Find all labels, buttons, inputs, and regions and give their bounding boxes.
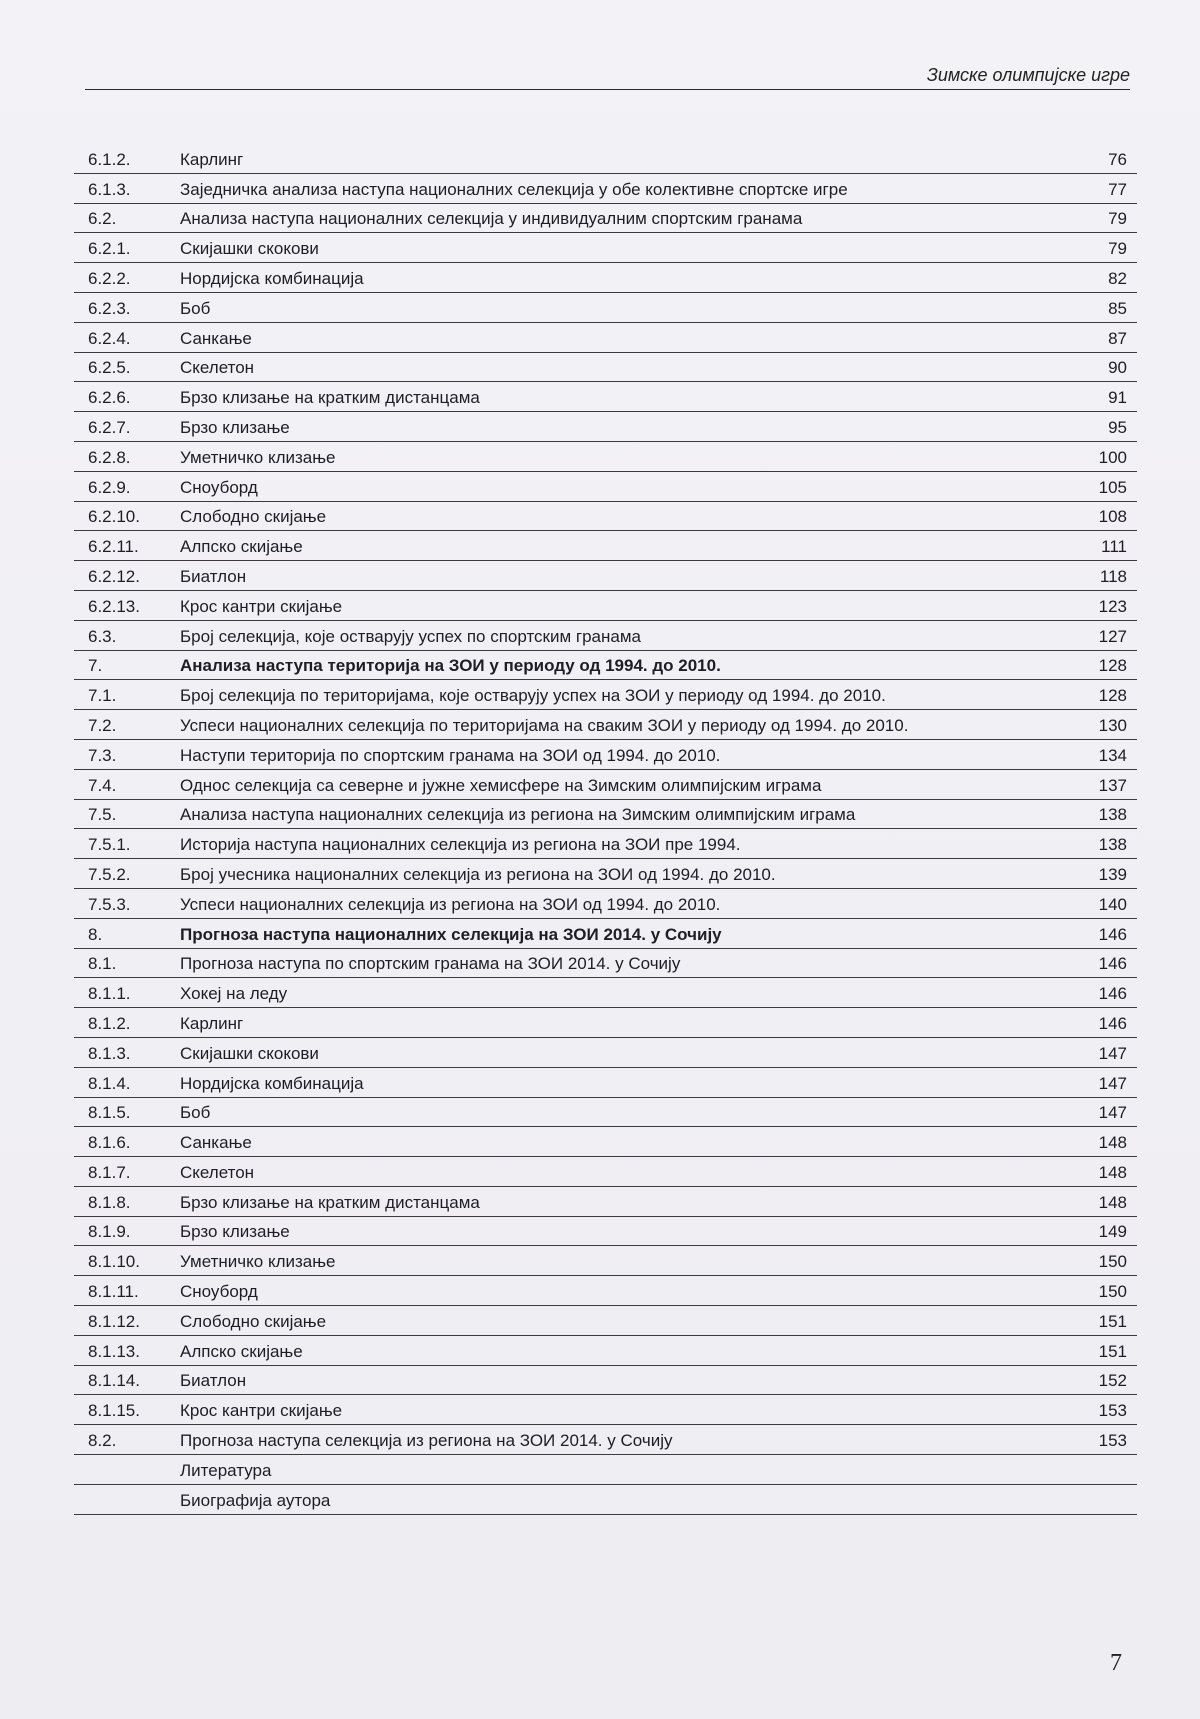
toc-entry [74,412,1137,442]
toc-entry-page: 134 [1098,745,1127,765]
toc-entry [74,353,1137,383]
toc-entry-page: 140 [1098,894,1127,914]
toc-entry-number: 8.1.12. [88,1311,140,1331]
toc-entry [74,263,1137,293]
toc-entry-page: 147 [1098,1043,1127,1063]
toc-entry-title: Алпско скијање [180,1341,303,1361]
toc-entry-title: Санкање [180,1133,252,1153]
toc-entry-title: Наступи територија по спортским гранама на ЗОИ од 1994. до 2010. [180,745,721,765]
toc-entry-number: 7.5.2. [88,864,131,884]
toc-entry-page: 152 [1098,1371,1127,1391]
toc-entry-page: 77 [1108,179,1127,199]
toc-entry [74,293,1137,323]
toc-entry-page: 149 [1098,1222,1127,1242]
toc-entry-page: 76 [1108,149,1127,169]
toc-entry-number: 6.1.2. [88,149,131,169]
toc-entry-page: 118 [1099,566,1127,586]
toc-entry-number: 6.2.13. [88,596,140,616]
toc-entry-page: 128 [1098,686,1127,706]
toc-entry-number: 6.2.12. [88,566,140,586]
toc-entry [74,531,1137,561]
toc-entry-number: 6.2.11. [88,537,139,557]
toc-entry-page: 139 [1098,864,1127,884]
toc-entry-title: Анализа наступа националних селекција из региона на Зимским олимпијским играма [180,805,856,825]
toc-entry [74,800,1137,830]
toc-entry-title: Анализа наступа националних селекција у индивидуалним спортским гранама [180,209,803,229]
toc-entry-number [74,1481,180,1484]
toc-entry-page: 127 [1098,626,1127,646]
toc-entry-number: 8.1.7. [88,1162,131,1182]
toc-entry-number: 8.1.4. [88,1073,131,1093]
toc-entry [74,323,1137,353]
running-header-title: Зимске олимпијске игре [926,65,1130,85]
toc-entry-number: 6.2.8. [88,447,131,467]
toc-entry-page: 146 [1098,924,1127,944]
toc-entry [74,740,1137,770]
toc-entry-number: 6.2.9. [88,477,131,497]
toc-entry-title: Анализа наступа територија на ЗОИ у периоду од 1994. до 2010. [180,656,721,676]
toc-entry-title: Прогноза наступа националних селекција на ЗОИ 2014. у Сочију [180,924,722,944]
toc-entry [74,1306,1137,1336]
toc-entry [74,889,1137,919]
toc-entry [74,1217,1137,1247]
toc-entry-number: 8.2. [88,1431,117,1451]
toc-entry-number: 8.1.2. [88,1013,131,1033]
toc-entry-number: 8.1.11. [88,1282,139,1302]
toc-entry-number: 8.1.10. [88,1252,140,1272]
toc-entry-title: Број селекција по територијама, које остварују успех на ЗОИ у периоду од 1994. до 2010. [180,686,886,706]
toc-entry [74,1455,1137,1485]
toc-entry-number: 7.5.1. [88,835,131,855]
toc-entry-page: 148 [1098,1162,1127,1182]
toc-entry-title: Скелетон [180,358,255,378]
toc-entry-page: 148 [1098,1192,1127,1212]
toc-entry-page: 150 [1098,1282,1127,1302]
toc-entry-number: 7.5. [88,805,117,825]
toc-entry-page: 130 [1098,715,1127,735]
toc-entry-title: Број селекција, које остварују успех по спортским гранама [180,626,641,646]
toc-entry-page: 100 [1098,447,1127,467]
running-header [85,55,1130,90]
toc-entry-page: 79 [1108,239,1127,259]
toc-entry-number: 6.1.3. [88,179,131,199]
toc-entry-title: Успеси националних селекција по територијама на сваким ЗОИ у периоду од 1994. до 2010. [180,715,909,735]
toc-entry-page: 146 [1098,1013,1127,1033]
toc-entry-title: Крос кантри скијање [180,596,343,616]
toc-entry-number: 6.3. [88,626,117,646]
toc-entry-number: 7.5.3. [88,894,131,914]
toc-entry-page: 147 [1098,1073,1127,1093]
toc-entry [74,1336,1137,1366]
toc-entry-number: 6.2.6. [88,388,131,408]
toc-entry-number [74,1511,180,1514]
toc-entry [74,1008,1137,1038]
toc-entry-title: Боб [180,298,211,318]
toc-entry-title: Слободно скијање [180,507,327,527]
toc-entry [74,1068,1137,1098]
toc-entry [74,204,1137,234]
toc-entry-page: 79 [1108,209,1127,229]
toc-entry-page: 146 [1098,954,1127,974]
toc-entry-number: 6.2.2. [88,268,131,288]
toc-entry-title: Биатлон [180,1371,247,1391]
toc-entry-page: 150 [1098,1252,1127,1272]
toc-entry-page: 153 [1098,1401,1127,1421]
toc-entry [74,1395,1137,1425]
toc-entry-page: 87 [1108,328,1127,348]
toc-entry-title: Брзо клизање [180,1222,290,1242]
toc-entry-number: 8.1.3. [88,1043,131,1063]
toc-entry-title: Скијашки скокови [180,1043,319,1063]
toc-entry-page: 151 [1098,1341,1127,1361]
toc-entry-title: Нордијска комбинација [180,268,364,288]
toc-entry-title: Брзо клизање на кратким дистанцама [180,1192,480,1212]
toc-entry-number: 8.1.13. [88,1341,140,1361]
toc-entry-number: 7.2. [88,715,117,735]
toc-entry-title: Сноуборд [180,477,258,497]
toc-entry-page: 137 [1098,775,1127,795]
toc-entry-title: Алпско скијање [180,537,303,557]
toc-entry-number: 8.1.9. [88,1222,131,1242]
toc-entry-title: Уметничко клизање [180,1252,336,1272]
toc-entry-page: 148 [1098,1133,1127,1153]
toc-entry-page: 111 [1101,537,1127,557]
toc-entry-number: 6.2.1. [88,239,131,259]
toc-entry-page: 123 [1098,596,1127,616]
toc-entry-page: 105 [1098,477,1127,497]
toc-entry-number: 7. [88,656,103,676]
toc-entry-number: 6.2. [88,209,117,229]
toc-entry [74,561,1137,591]
toc-entry-page: 90 [1108,358,1127,378]
toc-entry-number: 8.1.14. [88,1371,140,1391]
toc-entry [74,680,1137,710]
toc-entry-page: 91 [1108,388,1127,408]
toc-entry-title: Заједничка анализа наступа националних селекција у обе колективне спортске игре [180,179,848,199]
toc-entry [74,1246,1137,1276]
toc-entry [74,949,1137,979]
toc-entry-title: Слободно скијање [180,1311,327,1331]
toc-entry [74,859,1137,889]
toc-entry-title: Успеси националних селекција из региона на ЗОИ од 1994. до 2010. [180,894,721,914]
toc-entry [74,651,1137,681]
toc-entry [74,1038,1137,1068]
toc-entry [74,144,1137,174]
toc-entry-page: 108 [1098,507,1127,527]
toc-entry-number: 8. [88,924,103,944]
toc-entry-page: 128 [1098,656,1127,676]
toc-entry-title: Однос селекција са северне и јужне хемисфере на Зимским олимпијским играма [180,775,822,795]
toc-entry-page: 85 [1108,298,1127,318]
toc-entry-number: 8.1.6. [88,1133,131,1153]
toc-entry-page: 153 [1098,1431,1127,1451]
toc-entry-number: 6.2.10. [88,507,140,527]
toc-entry-number: 6.2.3. [88,298,131,318]
toc-entry [74,442,1137,472]
toc-entry [74,591,1137,621]
toc-entry [74,472,1137,502]
toc-entry [74,1127,1137,1157]
toc-entry [74,174,1137,204]
toc-entry-title: Биографија аутора [180,1490,331,1510]
toc-entry [74,233,1137,263]
toc-entry [74,1157,1137,1187]
toc-entry-number: 7.3. [88,745,117,765]
toc-entry-number: 6.2.5. [88,358,131,378]
toc-entry [74,1485,1137,1515]
toc-entry-number: 8.1.8. [88,1192,131,1212]
toc-entry-title: Брзо клизање на кратким дистанцама [180,388,480,408]
toc-entry-title: Сноуборд [180,1282,258,1302]
toc-entry-title: Крос кантри скијање [180,1401,343,1421]
toc-entry-title: Литература [180,1460,272,1480]
toc-entry-number: 8.1. [88,954,117,974]
toc-entry [74,710,1137,740]
toc-entry-title: Хокеј на леду [180,984,288,1004]
toc-entry-title: Прогноза наступа селекција из региона на ЗОИ 2014. у Сочију [180,1431,673,1451]
toc-entry [74,382,1137,412]
toc-entry-number: 6.2.7. [88,417,131,437]
toc-entry-title: Скијашки скокови [180,239,319,259]
toc-entry [74,1276,1137,1306]
toc-entry [74,1187,1137,1217]
toc-entry-title: Брзо клизање [180,417,290,437]
toc-entry-page [1057,1511,1137,1514]
toc-entry [74,919,1137,949]
toc-entry-page: 147 [1098,1103,1127,1123]
toc-entry-page [1057,1481,1137,1484]
toc-entry-title: Број учесника националних селекција из региона на ЗОИ од 1994. до 2010. [180,864,776,884]
toc-entry-title: Прогноза наступа по спортским гранама на ЗОИ 2014. у Сочију [180,954,681,974]
toc-entry-number: 7.4. [88,775,117,795]
toc-entry-title: Карлинг [180,1013,244,1033]
toc-entry-page: 138 [1098,835,1127,855]
toc-entry [74,1366,1137,1396]
toc-entry-page: 138 [1098,805,1127,825]
toc-entry-number: 8.1.5. [88,1103,131,1123]
page-number: 7 [1110,1650,1122,1676]
toc-entry-number: 8.1.15. [88,1401,140,1421]
toc-entry-title: Санкање [180,328,252,348]
toc-entry-title: Боб [180,1103,211,1123]
toc-entry [74,1425,1137,1455]
toc-entry-title: Нордијска комбинација [180,1073,364,1093]
toc-entry-title: Биатлон [180,566,247,586]
toc-entry-page: 146 [1098,984,1127,1004]
toc-entry-title: Скелетон [180,1162,255,1182]
toc-entry-page: 151 [1098,1311,1127,1331]
toc-entry-title: Уметничко клизање [180,447,336,467]
toc-entry-title: Историја наступа националних селекција из региона на ЗОИ пре 1994. [180,835,741,855]
toc-entry-number: 8.1.1. [88,984,131,1004]
table-of-contents [74,144,1137,1515]
toc-entry [74,1098,1137,1128]
toc-entry-page: 82 [1108,268,1127,288]
toc-entry-title: Карлинг [180,149,244,169]
toc-entry-page: 95 [1108,417,1127,437]
toc-entry [74,770,1137,800]
toc-entry-number: 7.1. [88,686,117,706]
toc-entry [74,621,1137,651]
toc-entry [74,978,1137,1008]
toc-entry [74,502,1137,532]
toc-entry [74,829,1137,859]
toc-entry-number: 6.2.4. [88,328,131,348]
